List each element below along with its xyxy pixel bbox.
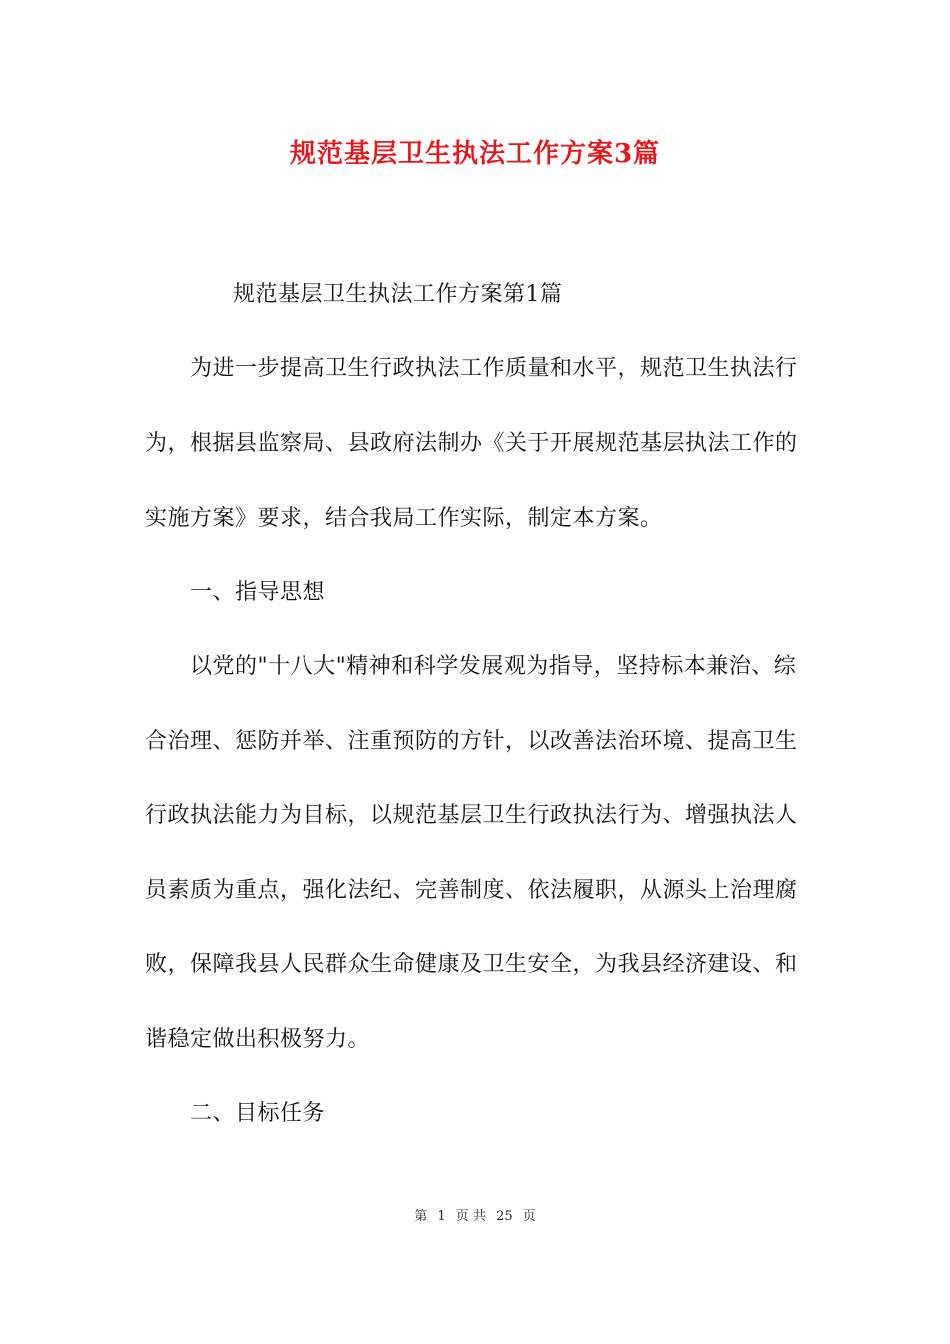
paragraph-line: 为进一步提高卫生行政执法工作质量和水平，规范卫生执法行 bbox=[190, 356, 798, 381]
heading-goals-tasks: 二、目标任务 bbox=[190, 1101, 326, 1126]
paragraph-line: 为，根据县监察局、县政府法制办《关于开展规范基层执法工作的 bbox=[145, 431, 798, 456]
total-pages: 25 bbox=[496, 1209, 513, 1224]
footer-suffix: 页 bbox=[522, 1209, 536, 1224]
paragraph-line: 员素质为重点，强化法纪、完善制度、依法履职，从源头上治理腐 bbox=[145, 878, 798, 903]
section-heading-part1: 规范基层卫生执法工作方案第1篇 bbox=[233, 282, 563, 307]
paragraph-line: 行政执法能力为目标，以规范基层卫生行政执法行为、增强执法人 bbox=[145, 803, 798, 828]
document-title: 规范基层卫生执法工作方案3篇 bbox=[289, 139, 661, 169]
paragraph-line: 实施方案》要求，结合我局工作实际，制定本方案。 bbox=[145, 506, 663, 531]
paragraph-line: 谐稳定做出积极努力。 bbox=[145, 1027, 371, 1052]
heading-guiding-ideology: 一、指导思想 bbox=[190, 580, 326, 605]
page-number: 1 bbox=[437, 1209, 446, 1224]
paragraph-line: 合治理、惩防并举、注重预防的方针，以改善法治环境、提高卫生 bbox=[145, 729, 798, 754]
paragraph-line: 败，保障我县人民群众生命健康及卫生安全，为我县经济建设、和 bbox=[145, 952, 798, 977]
footer-mid: 页 共 bbox=[455, 1209, 486, 1224]
paragraph-line: 以党的"十八大"精神和科学发展观为指导，坚持标本兼治、综 bbox=[190, 654, 797, 679]
page-footer bbox=[0, 1208, 950, 1226]
footer-prefix: 第 bbox=[414, 1209, 428, 1224]
